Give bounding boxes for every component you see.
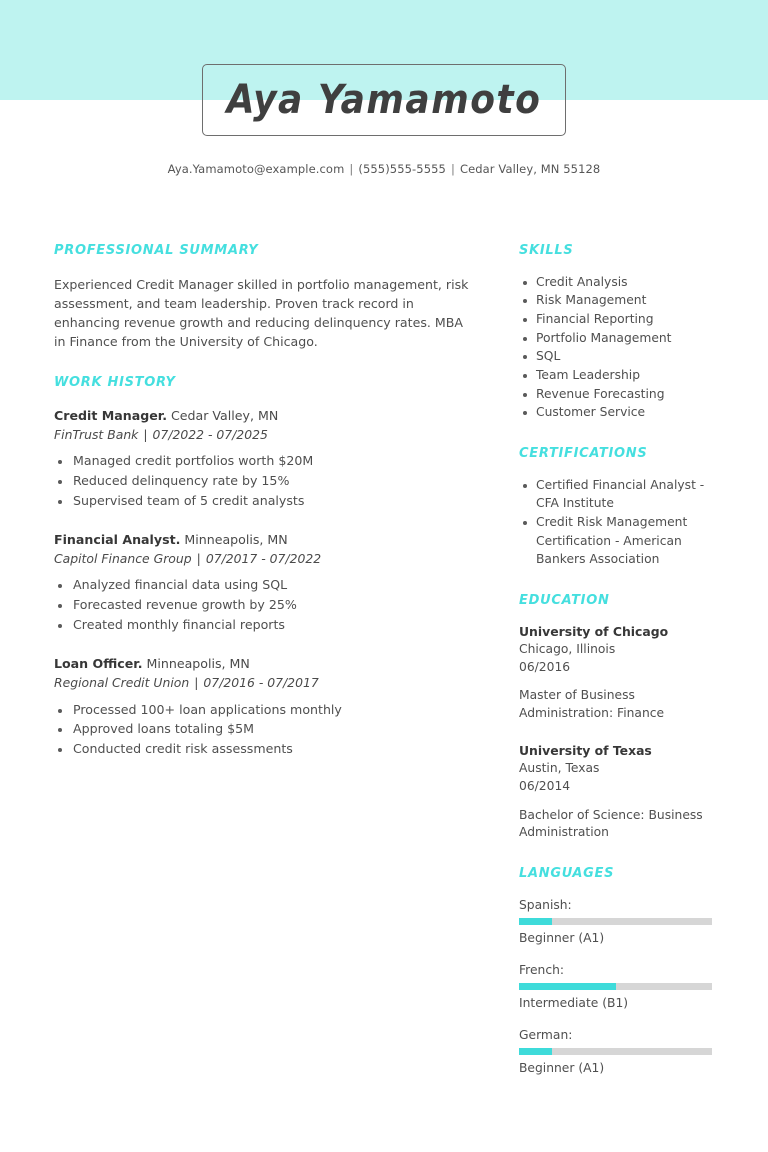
job-bullet-item: Approved loans totaling $5M: [54, 720, 478, 739]
section-heading-education: EDUCATION: [519, 593, 610, 609]
language-name: French:: [519, 962, 565, 977]
job-heading: [54, 655, 478, 674]
language-entry: [519, 961, 719, 1013]
language-progress-track: [519, 918, 712, 925]
job-heading: [54, 407, 478, 426]
summary-text: Experienced Credit Manager skilled in portfolio management, risk assessment, and team leadership. Proven track record in enhancing revenue growth and reducing delinquency rates. MBA in Finance from the University of Chicago.: [54, 276, 469, 350]
education-date: 06/2016: [519, 659, 571, 674]
education-school: University of Chicago: [519, 623, 669, 639]
job-company-dates: [54, 426, 478, 445]
languages-list: [519, 896, 719, 1078]
job-location: Minneapolis, MN: [142, 656, 250, 672]
job-bullets: [54, 452, 478, 511]
job-bullet-item: Supervised team of 5 credit analysts: [54, 492, 478, 511]
job-company: FinTrust Bank: [54, 426, 139, 442]
job-title: Credit Manager.: [54, 407, 167, 423]
skill-item: Portfolio Management: [519, 329, 719, 348]
job-bullets: [54, 701, 478, 760]
job-bullet-item: Reduced delinquency rate by 15%: [54, 472, 478, 491]
job-dates: 07/2016 - 07/2017: [203, 674, 319, 690]
section-heading-work-history: WORK HISTORY: [54, 375, 176, 391]
job-bullet-item: Processed 100+ loan applications monthly: [54, 701, 478, 720]
certifications-list: [519, 476, 719, 569]
language-entry: [519, 1026, 719, 1078]
job-dates: 07/2022 - 07/2025: [152, 426, 268, 442]
job-entry: [54, 407, 478, 511]
certifications-section: [519, 446, 719, 569]
education-entry: [519, 742, 719, 842]
skill-item: Credit Analysis: [519, 273, 719, 292]
name-box: [202, 64, 566, 136]
skill-item: Risk Management: [519, 291, 719, 310]
job-dates: 07/2017 - 07/2022: [205, 550, 322, 566]
education-list: [519, 623, 719, 843]
section-heading-certifications: CERTIFICATIONS: [519, 446, 648, 462]
language-name: Spanish:: [519, 897, 572, 912]
contact-separator-2: |: [450, 162, 455, 176]
job-company: Regional Credit Union: [54, 674, 190, 690]
job-separator: |: [196, 550, 201, 566]
section-heading-languages: LANGUAGES: [519, 866, 615, 882]
contact-line: [0, 162, 768, 176]
skill-item: Revenue Forecasting: [519, 385, 719, 404]
left-column: [54, 243, 478, 760]
job-location: Cedar Valley, MN: [166, 407, 279, 423]
job-entry: [54, 655, 478, 759]
job-separator: |: [194, 674, 199, 690]
job-bullet-item: Analyzed financial data using SQL: [54, 576, 478, 595]
language-progress-track: [519, 983, 712, 990]
contact-location: Cedar Valley, MN 55128: [459, 162, 601, 176]
page-title: Aya Yamamoto: [226, 77, 542, 123]
language-level: Beginner (A1): [519, 1061, 605, 1076]
job-company: Capitol Finance Group: [54, 550, 192, 566]
professional-summary-section: [54, 243, 478, 351]
language-name: German:: [519, 1027, 573, 1042]
skills-section: [519, 243, 719, 422]
language-progress-fill: [519, 983, 616, 990]
language-progress-fill: [519, 918, 552, 925]
education-degree: Master of Business Administration: Finance: [519, 688, 665, 721]
contact-email: Aya.Yamamoto@example.com: [167, 162, 345, 176]
section-heading-summary: PROFESSIONAL SUMMARY: [54, 243, 259, 258]
education-location: Austin, Texas: [519, 761, 600, 775]
skill-item: Financial Reporting: [519, 310, 719, 329]
education-entry: [519, 623, 719, 723]
education-date: 06/2014: [519, 778, 571, 793]
job-separator: |: [143, 426, 148, 442]
skill-item: Team Leadership: [519, 366, 719, 385]
skills-list: [519, 273, 719, 423]
jobs-list: [54, 407, 478, 760]
job-bullets: [54, 576, 478, 635]
contact-phone: (555)555-5555: [358, 162, 446, 176]
job-entry: [54, 531, 478, 635]
language-level: Intermediate (B1): [519, 996, 629, 1011]
job-bullet-item: Managed credit portfolios worth $20M: [54, 452, 478, 471]
job-title: Loan Officer.: [54, 656, 143, 672]
certification-item: Credit Risk Management Certification - American Bankers Association: [519, 513, 719, 569]
work-history-section: [54, 375, 478, 759]
language-progress-track: [519, 1048, 712, 1055]
contact-separator-1: |: [349, 162, 354, 176]
skill-item: Customer Service: [519, 403, 719, 422]
skill-item: SQL: [519, 347, 719, 366]
job-bullet-item: Forecasted revenue growth by 25%: [54, 596, 478, 615]
languages-section: [519, 866, 719, 1077]
section-heading-skills: SKILLS: [519, 243, 574, 258]
job-bullet-item: Created monthly financial reports: [54, 616, 478, 635]
language-level: Beginner (A1): [519, 931, 605, 946]
language-entry: [519, 896, 719, 948]
job-title: Financial Analyst.: [54, 531, 181, 547]
job-location: Minneapolis, MN: [180, 531, 288, 547]
education-location: Chicago, Illinois: [519, 641, 616, 656]
job-bullet-item: Conducted credit risk assessments: [54, 740, 478, 759]
language-progress-fill: [519, 1048, 552, 1055]
job-company-dates: [54, 674, 478, 693]
education-section: [519, 593, 719, 842]
education-degree: Bachelor of Science: Business Administration: [519, 807, 703, 840]
education-school: University of Texas: [519, 743, 652, 759]
right-column: [519, 243, 719, 1078]
job-company-dates: [54, 550, 478, 569]
job-heading: [54, 531, 478, 550]
certification-item: Certified Financial Analyst - CFA Institute: [519, 476, 719, 513]
